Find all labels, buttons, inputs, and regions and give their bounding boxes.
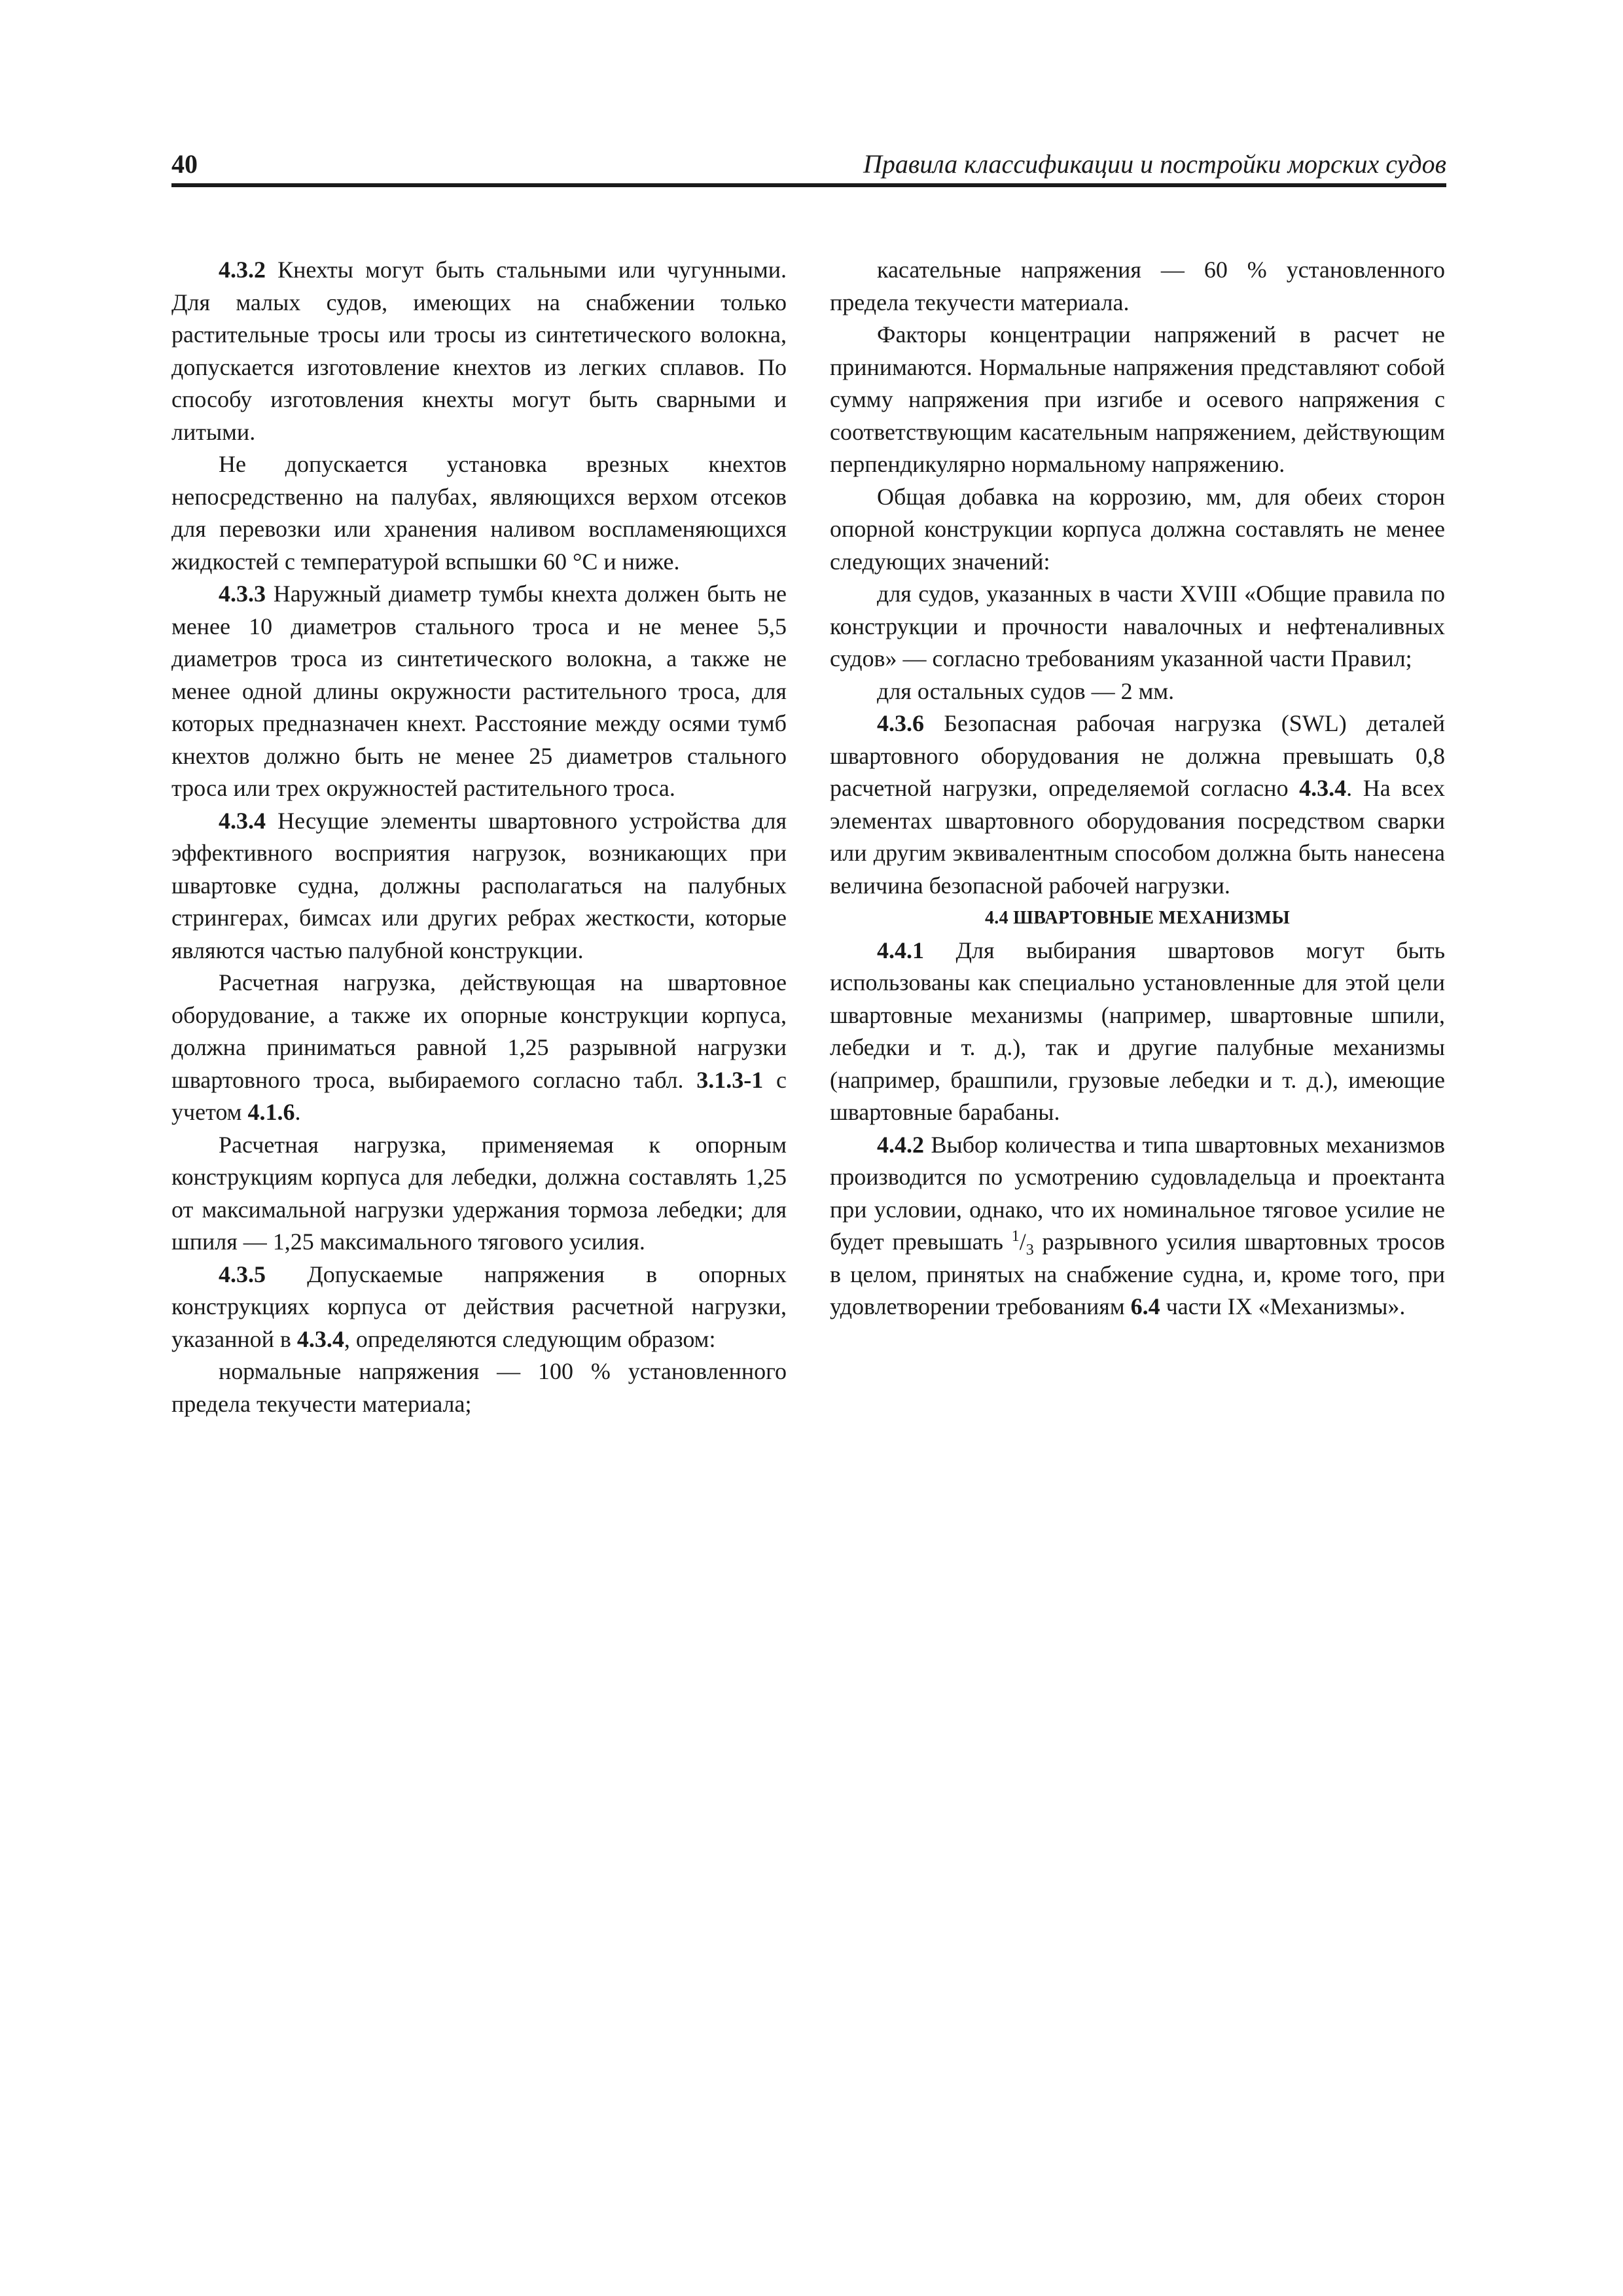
paragraph-winch-load bbox=[171, 1129, 787, 1259]
paragraph-text: для судов, указанных в части XVIII «Общие правила по конструкции и прочности навалочных и нефтеналивных судов» — согласно требованиям указанной части Правил; bbox=[830, 581, 1445, 672]
left-column bbox=[171, 254, 787, 1420]
paragraph-text: Для выбирания швартовов могут быть использованы как специально установленные для этой цели швартовные механизмы (например, швартовные шпили, лебедки и т. д.), так и другие палубные механизмы (например, брашпили, грузовые лебедки и т. д.), имеющие швартовные барабаны. bbox=[830, 937, 1445, 1125]
reference: 4.3.4 bbox=[1299, 775, 1347, 801]
paragraph-shear-stresses bbox=[830, 254, 1445, 319]
paragraph-4-4-1 bbox=[830, 935, 1445, 1129]
clause-number: 4.4.1 bbox=[877, 937, 924, 963]
paragraph-4-3-6 bbox=[830, 708, 1445, 902]
paragraph-corrosion bbox=[830, 481, 1445, 579]
clause-number: 4.3.5 bbox=[219, 1261, 266, 1287]
paragraph-4-3-4 bbox=[171, 805, 787, 967]
paragraph-text: Допускаемые напряжения в опорных конструкциях корпуса от действия расчетной нагрузки, указанной в bbox=[171, 1261, 787, 1352]
page-header bbox=[171, 145, 1446, 187]
paragraph-4-3-3 bbox=[171, 578, 787, 805]
clause-number: 4.3.3 bbox=[219, 581, 266, 607]
paragraph-other-ships bbox=[830, 675, 1445, 708]
reference: 3.1.3-1 bbox=[696, 1066, 764, 1093]
paragraph-text: Несущие элементы швартовного устройства для эффективного восприятия нагрузок, возникающих при швартовке судна, должны располагаться на палубных стрингерах, бимсах или других ребрах жесткости, которые являются частью палубной конструкции. bbox=[171, 807, 787, 963]
reference: 4.3.4 bbox=[296, 1325, 344, 1352]
paragraph-text: Расчетная нагрузка, применяемая к опорным конструкциям корпуса для лебедки, должна составлять 1,25 от максимальной нагрузки удержания тормоза лебедки; для шпиля — 1,25 максимального тягового усилия. bbox=[171, 1131, 787, 1255]
paragraph-text: Безопасная рабочая нагрузка (SWL) деталей швартовного оборудования не должна превышать 0,8 расчетной нагрузки, определяемой согласно bbox=[830, 710, 1445, 801]
paragraph-stress-factors bbox=[830, 319, 1445, 481]
paragraph-text: Факторы концентрации напряжений в расчет не принимаются. Нормальные напряжения представляют собой сумму напряжения при изгибе и осевого напряжения с соответствующим касательным напряжением, действующим перпендикулярно нормальному напряжению. bbox=[830, 321, 1445, 477]
right-column bbox=[830, 254, 1445, 1323]
fraction-slash: / bbox=[1019, 1229, 1026, 1255]
fraction-numerator: 1 bbox=[1011, 1228, 1020, 1245]
paragraph-text: Наружный диаметр тумбы кнехта должен быть не менее 10 диаметров стального троса и не менее 5,5 диаметров троса из синтетического волокна, а также не менее одной длины окружности растительного троса, для которых предназначен кнехт. Расстояние между осями тумб кнехтов должно быть не менее 25 диаметров стального троса или трех окружностей растительного троса. bbox=[171, 581, 787, 801]
paragraph-text: нормальные напряжения — 100 % установленного предела текучести материала; bbox=[171, 1358, 787, 1417]
reference: 4.1.6 bbox=[247, 1099, 295, 1125]
paragraph-text: с учетом bbox=[171, 1066, 787, 1125]
paragraph-4-3-2 bbox=[171, 254, 787, 448]
paragraph-text: касательные напряжения — 60 % установленного предела текучести материала. bbox=[830, 257, 1445, 315]
clause-number: 4.3.6 bbox=[877, 710, 924, 736]
running-title: Правила классификации и постройки морских судов bbox=[863, 149, 1446, 179]
clause-number: 4.3.4 bbox=[219, 807, 266, 834]
paragraph-normal-stresses bbox=[171, 1355, 787, 1420]
paragraph-recessed-bollards bbox=[171, 448, 787, 578]
paragraph-text: Общая добавка на коррозию, мм, для обеих сторон опорной конструкции корпуса должна составлять не менее следующих значений: bbox=[830, 483, 1445, 575]
paragraph-text: Выбор количества и типа швартовных механизмов производится по усмотрению судовладельца и проектанта при условии, однако, что их номинальное тяговое усилие не будет превышать bbox=[830, 1131, 1445, 1255]
clause-number: 4.3.2 bbox=[219, 257, 266, 283]
reference: 6.4 bbox=[1130, 1293, 1160, 1319]
section-heading: 4.4 ШВАРТОВНЫЕ МЕХАНИЗМЫ bbox=[984, 908, 1291, 928]
page-number: 40 bbox=[171, 149, 198, 179]
paragraph-text: . На всех элементах швартовного оборудования посредством сварки или другим эквивалентным способом должна быть нанесена величина безопасной рабочей нагрузки. bbox=[830, 775, 1446, 899]
paragraph-design-load bbox=[171, 967, 787, 1129]
paragraph-4-4-2 bbox=[830, 1129, 1445, 1323]
paragraph-text: части IX «Механизмы». bbox=[1160, 1293, 1406, 1319]
fraction-denominator: 3 bbox=[1026, 1242, 1034, 1259]
paragraph-text: Расчетная нагрузка, действующая на швартовное оборудование, а также их опорные конструкции корпуса, должна приниматься равной 1,25 разрывной нагрузки швартовного троса, выбираемого согласно табл. bbox=[171, 969, 787, 1093]
paragraph-bulk-carriers bbox=[830, 578, 1445, 675]
paragraph-text: , определяются следующим образом: bbox=[344, 1325, 716, 1352]
paragraph-text: Не допускается установка врезных кнехтов непосредственно на палубах, являющихся верхом отсеков для перевозки или хранения наливом воспламеняющихся жидкостей с температурой вспышки 60 °С и ниже. bbox=[171, 451, 787, 575]
paragraph-text: . bbox=[294, 1099, 301, 1125]
paragraph-4-3-5 bbox=[171, 1259, 787, 1356]
paragraph-text: разрывного усилия швартовных тросов в целом, принятых на снабжение судна, и, кроме того, при удовлетворении требованиям bbox=[830, 1229, 1445, 1319]
paragraph-text: Кнехты могут быть стальными или чугунными. Для малых судов, имеющих на снабжении только растительные тросы или тросы из синтетического волокна, допускается изготовление кнехтов из легких сплавов. По способу изготовления кнехты могут быть сварными и литыми. bbox=[171, 257, 787, 445]
paragraph-text: для остальных судов — 2 мм. bbox=[877, 677, 1175, 704]
clause-number: 4.4.2 bbox=[877, 1131, 924, 1158]
